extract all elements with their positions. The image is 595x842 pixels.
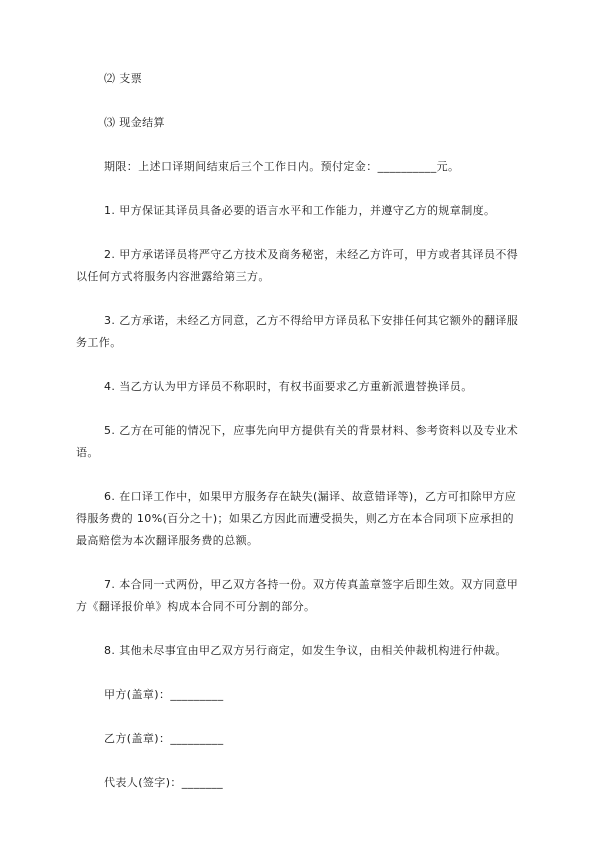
clause-4: 4. 当乙方认为甲方译员不称职时，有权书面要求乙方重新派遣替换译员。 [104, 380, 473, 393]
clause-3: 3. 乙方承诺，未经乙方同意，乙方不得给甲方译员私下安排任何其它额外的翻译服务工作。 [76, 314, 519, 349]
payment-method-cash: ⑶ 现金结算 [104, 116, 165, 129]
clause-1: 1. 甲方保证其译员具备必要的语言水平和工作能力，并遵守乙方的规章制度。 [104, 204, 496, 217]
party-a-seal: 甲方(盖章)：_________ [104, 688, 224, 701]
contract-body [76, 68, 520, 816]
clause-6: 6. 在口译工作中，如果甲方服务存在缺失(漏译、故意错译等)，乙方可扣除甲方应得服务费的 10%(百分之十)；如果乙方因此而遭受损失，则乙方在本合同项下应承担的最高赔偿为本次翻译服务费的总额。 [76, 490, 517, 547]
payment-method-check: ⑵ 支票 [104, 72, 143, 85]
clause-7: 7. 本合同一式两份，甲乙双方各持一份。双方传真盖章签字后即生效。双方同意甲方《翻译报价单》构成本合同不可分割的部分。 [76, 578, 519, 613]
clause-5: 5. 乙方在可能的情况下，应事先向甲方提供有关的背景材料、参考资料以及专业术语。 [76, 424, 519, 459]
payment-term: 期限：上述口译期间结束后三个工作日内。预付定金：__________元。 [104, 160, 460, 173]
representative-signature: 代表人(签字)：_______ [104, 776, 224, 789]
clause-2: 2. 甲方承诺译员将严守乙方技术及商务秘密，未经乙方许可，甲方或者其译员不得以任何方式将服务内容泄露给第三方。 [76, 248, 519, 283]
party-b-seal: 乙方(盖章)：_________ [104, 732, 224, 745]
clause-8: 8. 其他未尽事宜由甲乙双方另行商定，如发生争议，由相关仲裁机构进行仲裁。 [104, 644, 507, 657]
